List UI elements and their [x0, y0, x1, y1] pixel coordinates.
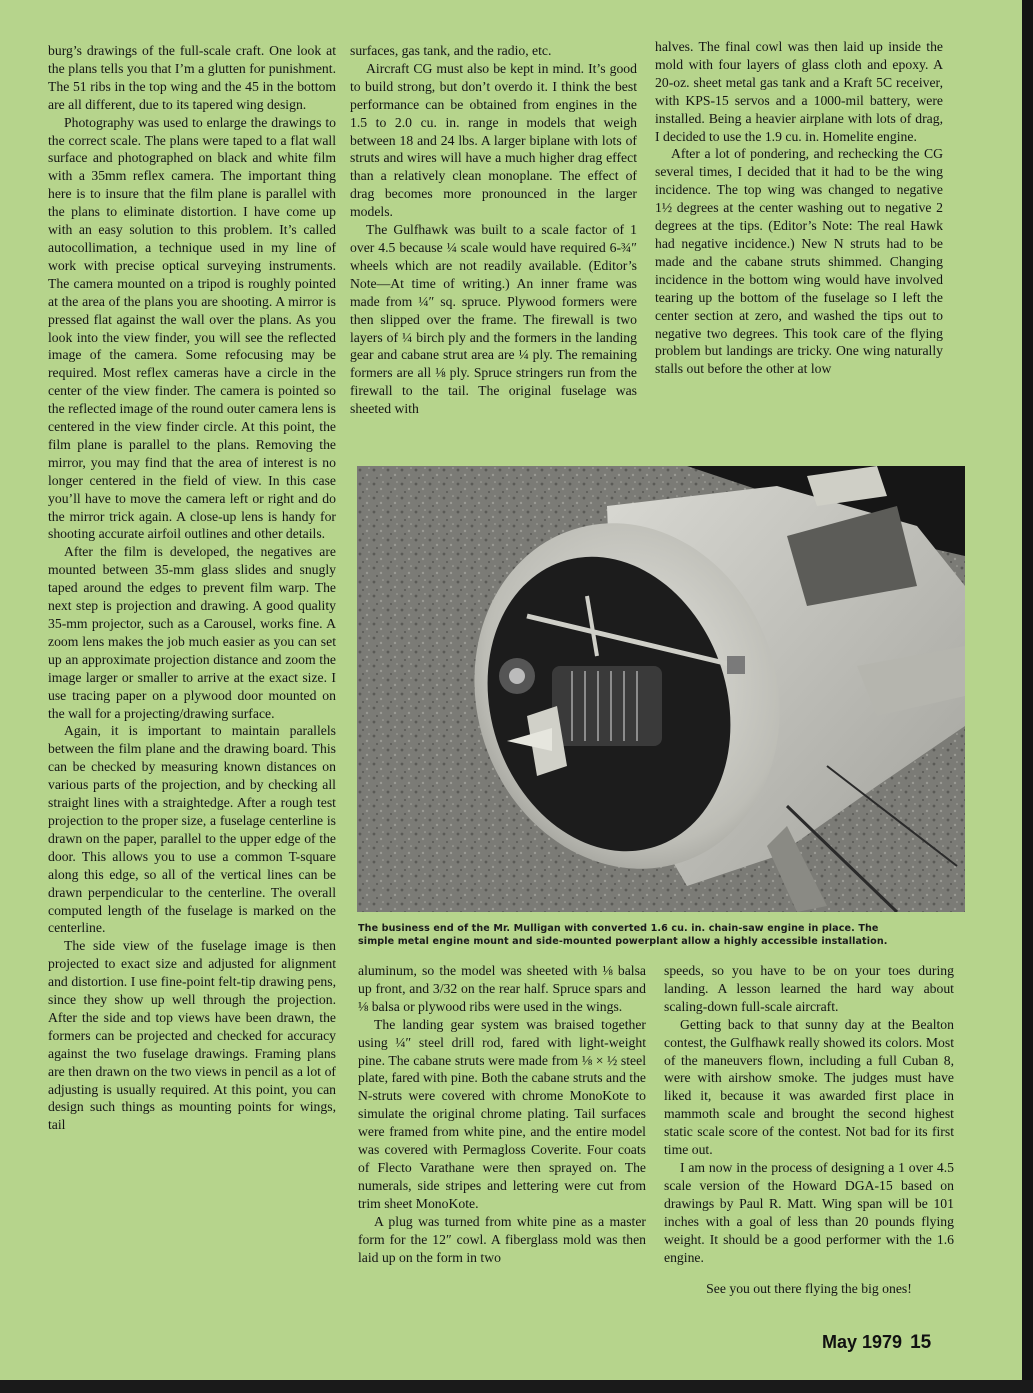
issue-date: May 1979 [822, 1332, 903, 1352]
paragraph: burg’s drawings of the full-scale craft. One look at the plans tells you that I’m a glutten for punishment. The 51 ribs in the top wing and the 45 in the bottom are all different, due to its tapered wing design. [48, 43, 336, 112]
paragraph: After the film is developed, the negatives are mounted between 35-mm glass slides and snugly taped around the edges to prevent film warp. The next step is projection and drawing. A good quality 35-mm projector, such as a Carousel, works fine. A zoom lens makes the job much easier as you can set up an approximate projection distance and zoom the image larger or smaller to arrive at the exact size. I use tracing paper on a plywood door mounted on the wall for a projecting/drawing surface. [48, 544, 336, 721]
paragraph: aluminum, so the model was sheeted with ⅛ balsa up front, and 3/32 on the rear half. Spruce spars and ⅛ balsa or plywood ribs were used in the wings. [358, 963, 646, 1014]
paragraph: surfaces, gas tank, and the radio, etc. [350, 43, 552, 58]
column-1 [48, 42, 336, 1134]
paragraph: I am now in the process of designing a 1 over 4.5 scale version of the Howard DGA-15 based on drawings by Paul R. Matt. Wing span will be 101 inches with a goal of less than 20 pounds flying weight. It should be a good performer with the 1.6 engine. [664, 1159, 954, 1265]
engine-photo [357, 466, 965, 912]
paragraph: The Gulfhawk was built to a scale factor of 1 over 4.5 because ¼ scale would have required 6-¾″ wheels which are not readily available. (Editor’s Note—At time of writing.) An inner frame was made from ¼″ sq. spruce. Plywood formers were then slipped over the frame. The firewall is two layers of ¼ birch ply and the formers in the landing gear and cabane strut area are ¼ ply. The remaining formers are all ⅛ ply. Spruce stringers run from the firewall to the tail. The original fuselage was sheeted with [350, 222, 637, 417]
column-3-bottom [664, 962, 954, 1298]
column-3-top [655, 38, 943, 378]
paragraph: Aircraft CG must also be kept in mind. It’s good to build strong, but don’t overdo it. I think the best performance can be obtained from engines in the 1.5 to 2.0 cu. in. range in models that weigh between 18 and 24 lbs. A larger biplane with lots of struts and wires will have a much higher drag effect than a relatively clean monoplane. The effect of drag becomes more pronounced in the larger models. [350, 60, 637, 220]
paragraph: The side view of the fuselage image is then projected to exact size and adjusted for alignment and distortion. I use fine-point felt-tip drawing pens, since they show up well through the projection. After the side and top views have been drawn, the formers can be projected and checked for accuracy against the two fuselage drawings. Framing plans are then drawn on the two views in pencil as a lot of adjusting is usually required. At this point, you can design such things as mounting points for wings, tail [48, 938, 336, 1133]
column-2-bottom [358, 962, 646, 1266]
scan-edge-bottom [0, 1380, 1033, 1393]
paragraph: A plug was turned from white pine as a master form for the 12″ cowl. A fiberglass mold was then laid up on the form in two [358, 1213, 646, 1265]
column-2-top [350, 42, 637, 418]
paragraph: speeds, so you have to be on your toes during landing. A lesson learned the hard way about scaling-down full-scale aircraft. [664, 963, 954, 1014]
scan-edge-right [1022, 0, 1033, 1393]
paragraph: Getting back to that sunny day at the Bealton contest, the Gulfhawk really showed its colors. Most of the maneuvers flown, including a full Cuban 8, were with airshow smoke. The judges must have liked it, because it was awarded first place in mammoth scale and brought the second highest static scale score of the contest. Not bad for its first time out. [664, 1016, 954, 1158]
paragraph: Again, it is important to maintain parallels between the film plane and the drawing board. This can be checked by measuring known distances on various parts of the projection, and by checking all straight lines with a straightedge. After a rough test projection to the proper size, a fuselage centerline is drawn on the paper, parallel to the upper edge of the door. This allows you to use a common T-square along this edge, so all of the vertical lines can be drawn perpendicular to the centerline. The overall computed length of the fuselage is marked on the centerline. [48, 723, 336, 936]
caption-line: simple metal engine mount and side-mounted powerplant allow a highly accessible installation. [358, 936, 888, 947]
photo-caption [358, 922, 968, 948]
closing-line: See you out there flying the big ones! [706, 1281, 912, 1297]
caption-line: The business end of the Mr. Mulligan with converted 1.6 cu. in. chain-saw engine in place. The [358, 923, 879, 934]
paragraph: The landing gear system was braised together using ¼″ steel drill rod, fared with light-weight pine. The cabane struts were made from ⅛ × ½ steel plate, fared with pine. Both the cabane struts and the N-struts were covered with chrome MonoKote to simulate the original chrome plating. Tail surfaces were framed from white pine, and the entire model was covered with Permagloss Coverite. Four coats of Flecto Varathane were then sprayed on. The numerals, side stripes and lettering were cut from trim sheet MonoKote. [358, 1016, 646, 1211]
page-number: 15 [910, 1332, 932, 1353]
paragraph: Photography was used to enlarge the drawings to the correct scale. The plans were taped to a flat wall surface and photographed on black and white film with a 35mm reflex camera. The important thing here is to insure that the film plane is parallel with the plans to eliminate distortion. I have come up with an easy solution to this problem. It’s called autocollimation, a technique used in my line of work with precise optical surveying instruments. The camera mounted on a tripod is roughly pointed at the area of the plans you are shooting. A mirror is pressed flat against the wall over the plans. As you look into the view finder, you will see the reflected image of the camera. Some refocusing may be required. Most reflex cameras have a circle in the center of the view finder. The camera is pointed so the reflected image of the round outer camera lens is centered in the view finder circle. At this point, the film plane is parallel to the plans. Removing the mirror, you may find that the area of interest is no longer centered in the field of view. In this case you’ll have to move the camera left or right and do the mirror trick again. A close-up lens is handy for shooting accurate airfoil outlines and other details. [48, 114, 336, 542]
paragraph: halves. The final cowl was then laid up inside the mold with four layers of glass cloth and epoxy. A 20-oz. sheet metal gas tank and a Kraft 5C receiver, with KPS-15 servos and a 1000-mil battery, were installed. Being a heavier airplane with lots of drag, I decided to use the 1.9 cu. in. Homelite engine. [655, 39, 943, 144]
paragraph: After a lot of pondering, and rechecking the CG several times, I decided that it had to be the wing incidence. The top wing was changed to negative 1½ degrees at the center washing out to negative 2 degrees at the tips. (Editor’s Note: The real Hawk had negative incidence.) New N struts had to be made and the cabane struts shimmed. Changing incidence in the bottom wing would have involved tearing up the bottom of the fuselage so I left the center section at zero, and washed the tips out to negative two degrees. This took care of the flying problem but landings are tricky. One wing naturally stalls out before the other at low [655, 146, 943, 377]
engine-photo-illustration [357, 466, 965, 912]
page-footer [822, 1332, 931, 1354]
